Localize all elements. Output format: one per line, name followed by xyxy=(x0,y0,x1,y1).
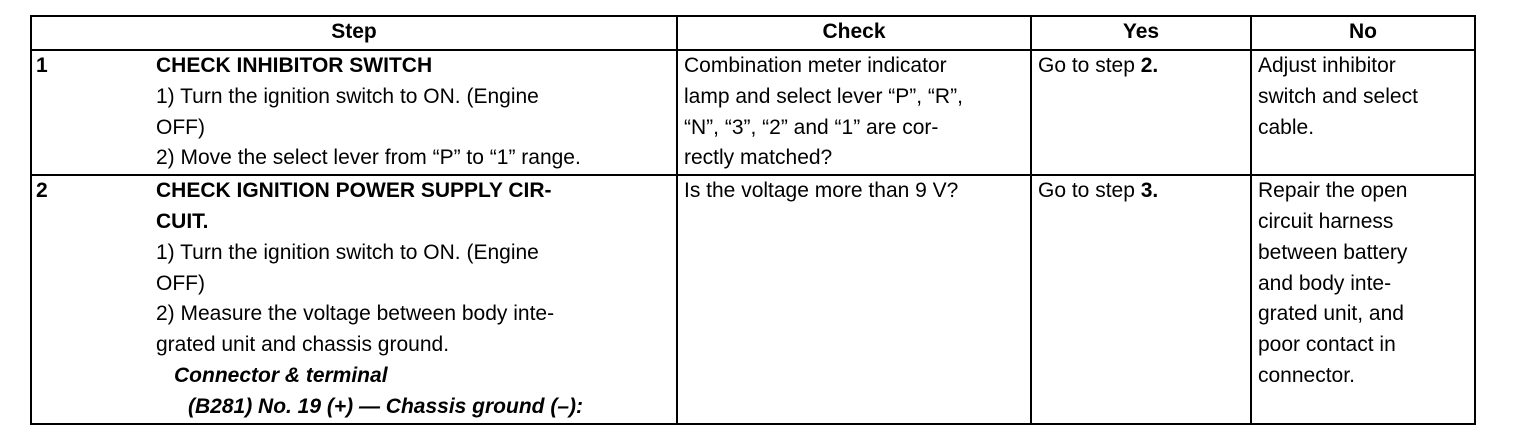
step-line: OFF) xyxy=(156,271,205,295)
no-line: connector. xyxy=(1258,363,1355,387)
step-line: 1) Turn the ignition switch to ON. (Engine xyxy=(156,240,539,264)
no-line: poor contact in xyxy=(1258,333,1396,357)
table-row xyxy=(31,175,1475,423)
yes-step-ref xyxy=(1038,179,1158,202)
check-cell xyxy=(677,50,1031,175)
diagnostic-table xyxy=(30,15,1476,425)
step-description xyxy=(156,51,676,174)
no-line: between battery xyxy=(1258,240,1408,264)
step-line: 2) Measure the voltage between body inte- xyxy=(156,302,555,326)
check-line: Combination meter indicator xyxy=(684,54,947,77)
header-row xyxy=(31,16,1475,50)
connector-detail: (B281) No. 19 (+) — Chassis ground (–): xyxy=(188,394,583,418)
header-yes: Yes xyxy=(1031,16,1251,50)
yes-step-number: 3. xyxy=(1140,179,1159,203)
check-cell xyxy=(677,175,1031,423)
step-cell xyxy=(31,50,677,175)
check-line: “N”, “3”, “2” and “1” are cor- xyxy=(684,115,939,139)
yes-cell xyxy=(1031,50,1251,175)
step-title: CUIT. xyxy=(156,209,209,233)
check-line: lamp and select lever “P”, “R”, xyxy=(684,84,963,108)
no-cell xyxy=(1251,175,1475,423)
header-step: Step xyxy=(31,16,677,50)
step-line: 1) Turn the ignition switch to ON. (Engine xyxy=(156,84,539,108)
step-title: CHECK IGNITION POWER SUPPLY CIR- xyxy=(156,179,552,203)
step-line: OFF) xyxy=(156,115,205,139)
step-line: 2) Move the select lever from “P” to “1” range. xyxy=(156,146,581,170)
no-line: switch and select xyxy=(1258,84,1418,108)
no-line: circuit harness xyxy=(1258,209,1394,233)
step-number: 1 xyxy=(36,54,48,77)
step-cell xyxy=(31,175,677,423)
no-line: grated unit, and xyxy=(1258,302,1404,326)
header-check: Check xyxy=(677,16,1031,50)
no-line: Repair the open xyxy=(1258,179,1408,203)
table-row xyxy=(31,50,1475,175)
yes-cell xyxy=(1031,175,1251,423)
check-line: Is the voltage more than 9 V? xyxy=(684,179,959,203)
step-title: CHECK INHIBITOR SWITCH xyxy=(156,54,433,77)
check-line: rectly matched? xyxy=(684,146,833,170)
header-no: No xyxy=(1251,16,1475,50)
step-line: grated unit and chassis ground. xyxy=(156,333,450,357)
yes-step-number: 2. xyxy=(1140,54,1159,77)
no-line: and body inte- xyxy=(1258,271,1392,295)
no-line: Adjust inhibitor xyxy=(1258,54,1396,77)
connector-heading: Connector & terminal xyxy=(174,363,388,387)
step-description xyxy=(156,176,676,422)
yes-prefix: Go to step xyxy=(1038,179,1141,203)
step-number: 2 xyxy=(36,179,48,203)
yes-step-ref xyxy=(1038,54,1158,77)
yes-prefix: Go to step xyxy=(1038,54,1141,77)
no-cell xyxy=(1251,50,1475,175)
no-line: cable. xyxy=(1258,115,1315,139)
